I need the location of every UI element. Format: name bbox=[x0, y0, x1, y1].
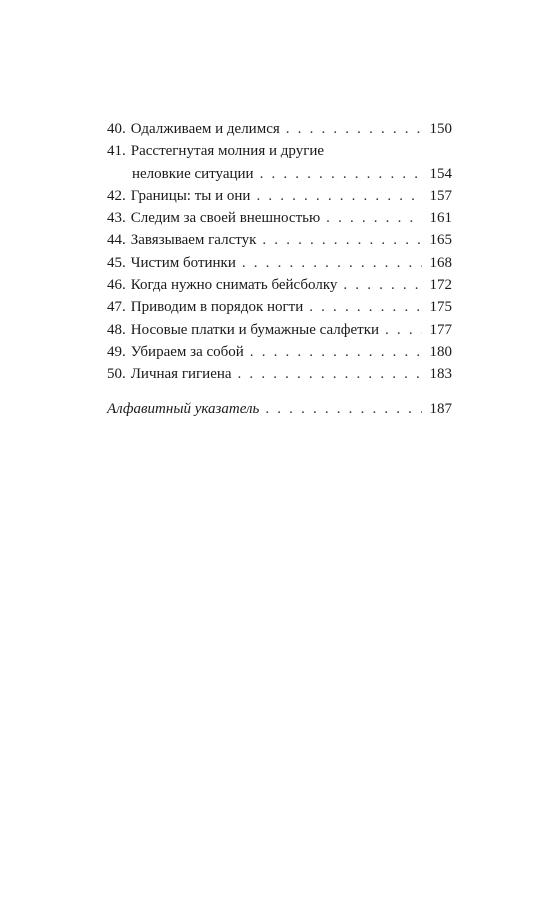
toc-entry-title: Завязываем галстук bbox=[130, 232, 257, 249]
toc-entry bbox=[107, 363, 452, 385]
dot-leader bbox=[250, 341, 422, 363]
toc-entry bbox=[107, 207, 452, 229]
toc-entry-page: 150 bbox=[429, 121, 452, 137]
toc-entry-title: Границы: ты и они bbox=[130, 187, 251, 204]
dot-leader bbox=[262, 229, 422, 251]
toc-entry bbox=[107, 296, 452, 318]
toc-entry-number: 49. bbox=[107, 343, 126, 360]
toc-entry bbox=[107, 319, 452, 341]
toc-entry-number: 46. bbox=[107, 277, 126, 294]
toc-entry-title: Расстегнутая молния и другие bbox=[130, 143, 325, 160]
dot-leader bbox=[385, 319, 422, 341]
toc-entry-page: 154 bbox=[429, 165, 452, 182]
toc-entry-page: 175 bbox=[429, 299, 452, 316]
toc-entry-title: Приводим в порядок ногти bbox=[130, 299, 304, 316]
toc-entry-number: 43. bbox=[107, 210, 126, 227]
toc-entry-page: 180 bbox=[429, 343, 452, 360]
toc-index-title: Алфавитный указатель bbox=[107, 400, 260, 417]
toc-entry bbox=[107, 118, 452, 140]
toc-entry-number: 40. bbox=[107, 121, 126, 137]
toc-entry-page: 168 bbox=[429, 254, 452, 271]
toc-entry-page: 157 bbox=[429, 187, 452, 204]
toc-entry bbox=[107, 252, 452, 274]
toc-entry-title: Следим за своей внешностью bbox=[130, 210, 321, 227]
dot-leader bbox=[260, 163, 422, 185]
dot-leader bbox=[265, 398, 422, 420]
toc-entry-page: 165 bbox=[429, 232, 452, 249]
dot-leader bbox=[242, 252, 422, 274]
toc-entry-index bbox=[107, 398, 452, 420]
toc-entry-page: 161 bbox=[429, 210, 452, 227]
toc-entry-number: 44. bbox=[107, 232, 126, 249]
toc-entry-title-continued: неловкие ситуации bbox=[132, 165, 254, 182]
dot-leader bbox=[326, 207, 422, 229]
dot-leader bbox=[286, 118, 422, 140]
toc-entry bbox=[107, 140, 452, 185]
toc-entry-title: Одалживаем и делимся bbox=[130, 121, 280, 137]
dot-leader bbox=[309, 296, 422, 318]
toc-entry bbox=[107, 185, 452, 207]
toc-entry-number: 48. bbox=[107, 321, 126, 338]
toc-index-page: 187 bbox=[429, 400, 452, 417]
toc-entry-title: Когда нужно снимать бейсболку bbox=[130, 277, 338, 294]
dot-leader bbox=[343, 274, 422, 296]
toc-entry-title: Чистим ботинки bbox=[130, 254, 236, 271]
toc-entry-number: 41. bbox=[107, 143, 126, 160]
toc-entry bbox=[107, 341, 452, 363]
toc-entry-number: 42. bbox=[107, 187, 126, 204]
toc-entry bbox=[107, 229, 452, 251]
toc-entry-page: 172 bbox=[429, 277, 452, 294]
toc-entry-page: 183 bbox=[429, 366, 452, 383]
dot-leader bbox=[256, 185, 422, 207]
toc-entry-title: Личная гигиена bbox=[130, 366, 232, 383]
table-of-contents bbox=[107, 118, 452, 420]
toc-entry bbox=[107, 274, 452, 296]
toc-entry-title: Носовые платки и бумажные салфетки bbox=[130, 321, 380, 338]
dot-leader bbox=[238, 363, 422, 385]
toc-entry-page: 177 bbox=[429, 321, 452, 338]
section-gap bbox=[107, 386, 452, 398]
toc-entry-number: 45. bbox=[107, 254, 126, 271]
toc-entry-title: Убираем за собой bbox=[130, 343, 244, 360]
toc-entry-number: 47. bbox=[107, 299, 126, 316]
toc-entry-number: 50. bbox=[107, 366, 126, 383]
